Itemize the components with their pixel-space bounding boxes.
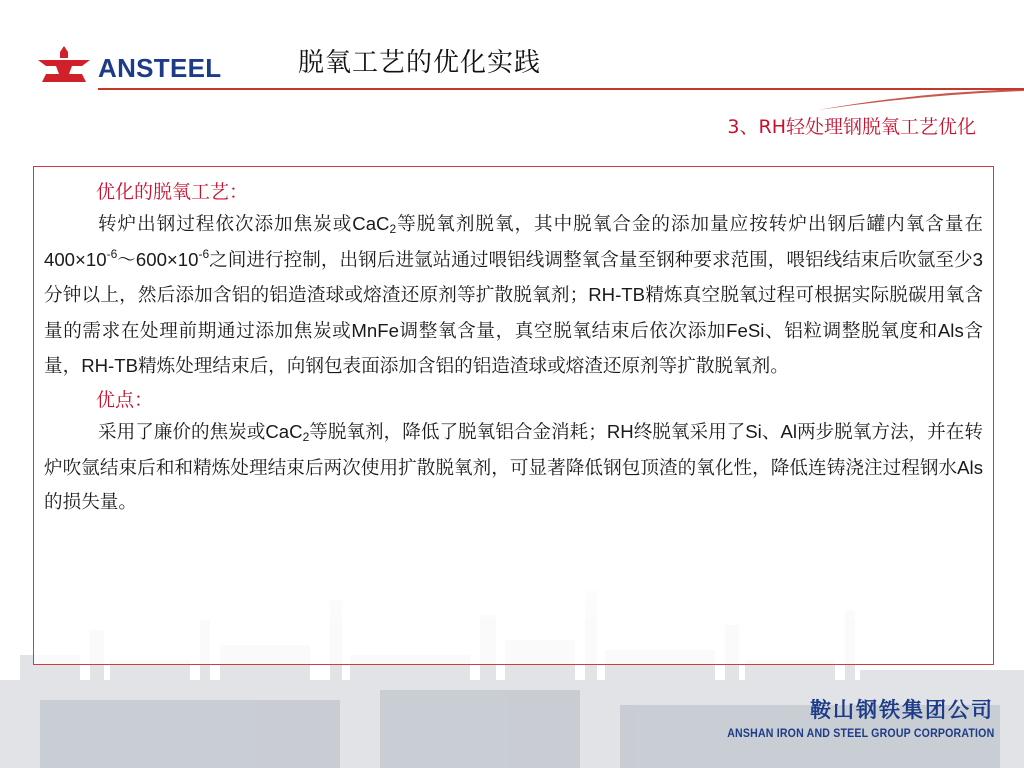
- text-run: 采用了廉价的焦炭或: [98, 421, 266, 443]
- formula-mnfe: MnFe: [351, 319, 399, 341]
- ansteel-logo-icon: [36, 44, 92, 84]
- subscript: 2: [302, 429, 310, 444]
- heading-advantages: 优点：: [96, 388, 154, 411]
- number: 3: [972, 248, 983, 270]
- text-run: 调整氧含量，真空脱氧结束后依次添加: [398, 320, 727, 342]
- text-run: 的损失量。: [44, 492, 137, 514]
- content-box: [33, 166, 994, 665]
- text-run: 等脱氧剂脱氧，其中脱氧合金的添加量应按转炉出钢后罐内氧含量在: [396, 214, 983, 235]
- section-title: 3、RH轻处理钢脱氧工艺优化: [727, 116, 976, 138]
- text-run: 、: [761, 421, 781, 443]
- paragraph-advantages: [44, 415, 983, 521]
- text-run: 精炼真空脱氧过程可根据实际脱碳用氧含量的需求在处理前期通过添加焦炭或: [44, 285, 983, 342]
- superscript: -6: [198, 246, 210, 261]
- text-run: ～: [117, 249, 136, 271]
- paragraph-optimized-process: [44, 207, 983, 385]
- ansteel-logo: [36, 44, 221, 84]
- formula-al: Al: [780, 420, 797, 442]
- text-run: 、铝粒调整脱氧度和: [764, 320, 938, 342]
- formula-fesi: FeSi: [726, 319, 765, 341]
- number: 600×10: [135, 248, 199, 270]
- text-run: 精炼处理结束后，向钢包表面添加含铝的铝造渣球或熔渣还原剂等扩散脱氧剂。: [138, 356, 789, 378]
- formula-cac: CaC: [265, 420, 303, 442]
- text-run: 两步脱氧方法，并在转炉吹氩结束后和和精炼处理结束后两次使用扩散脱氧剂，可显著降低钢包顶渣的氧化性，降低连铸浇注过程钢水: [44, 421, 983, 479]
- company-branding: [704, 694, 994, 740]
- text-run: 终脱氧采用了: [633, 421, 746, 443]
- subscript: 2: [389, 222, 397, 236]
- text-run: 之间进行控制，出钢后进氩站通过喂铝线调整氧含量至钢种要求范围，喂铝线结束后吹氩至少: [209, 249, 973, 271]
- term-rh: RH: [606, 420, 634, 442]
- superscript: -6: [106, 246, 118, 261]
- heading-optimized-process: 优化的脱氧工艺：: [96, 181, 249, 203]
- formula-si: Si: [745, 420, 762, 442]
- number: 400×10: [44, 248, 107, 270]
- text-run: 分钟以上，然后添加含铝的铝造渣球或熔渣还原剂等扩散脱氧剂；: [44, 285, 589, 307]
- text-run: 等脱氧剂，降低了脱氧铝合金消耗；: [309, 421, 607, 443]
- page-title: 脱氧工艺的优化实践: [298, 48, 542, 78]
- term-rh-tb: RH-TB: [588, 284, 646, 306]
- term-rh-tb: RH-TB: [81, 355, 139, 377]
- term-als: Als: [957, 456, 983, 478]
- header-rule: [98, 88, 1024, 110]
- text-run: 转炉出钢过程依次添加焦炭或: [98, 214, 353, 235]
- term-als: Als: [937, 319, 964, 341]
- text-run: 含量，: [44, 320, 983, 378]
- company-name-cn: 鞍山钢铁集团公司: [810, 698, 994, 722]
- formula-cac: CaC: [352, 213, 390, 234]
- logo-text: ANSTEEL: [98, 52, 222, 83]
- company-name-en: ANSHAN IRON AND STEEL GROUP CORPORATION: [726, 728, 994, 740]
